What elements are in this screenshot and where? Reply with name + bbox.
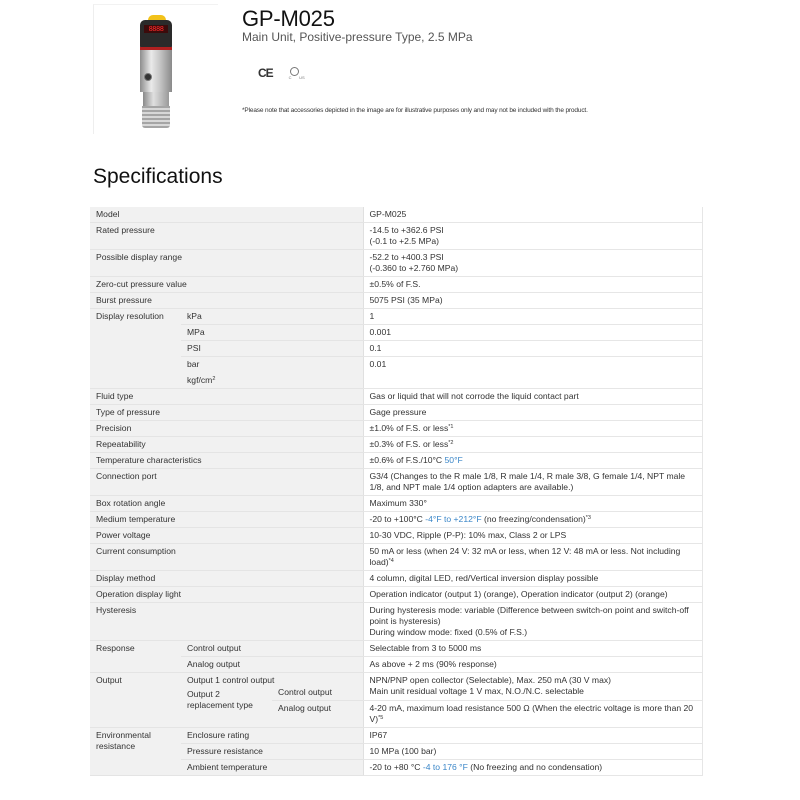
spec-value: 4-20 mA, maximum load resistance 500 Ω (When the electric voltage is more than 20 V)$^{*5}$ (363, 701, 702, 728)
sensor-body (140, 50, 172, 92)
spec-sublabel: bar (181, 357, 363, 373)
spec-value: As above + 2 ms (90% response) (363, 657, 702, 673)
product-model-title: GP-M025 (242, 6, 335, 31)
spec-sublabel: MPa (181, 325, 363, 341)
sensor-led-digits: 8888 (144, 25, 168, 33)
spec-label: Possible display range (90, 250, 363, 277)
table-row (90, 405, 702, 421)
product-subtitle: Main Unit, Positive-pressure Type, 2.5 MPa (242, 30, 473, 44)
certification-marks (258, 66, 303, 80)
spec-sublabel: Ambient temperature (181, 760, 363, 776)
spec-value: ±0.6% of F.S./10°C 50°F (363, 453, 702, 469)
accessories-disclaimer: *Please note that accessories depicted in the image are for illustrative purposes only and may not be included with the product. (242, 107, 588, 114)
spec-value: 50 mA or less (when 24 V: 32 mA or less, when 12 V: 48 mA or less. Not including load)$^{*4}$ (363, 544, 702, 571)
table-row (90, 512, 702, 528)
specifications-heading: Specifications (93, 165, 223, 188)
table-row (90, 437, 702, 453)
table-row (90, 341, 702, 357)
spec-value: Selectable from 3 to 5000 ms (363, 641, 702, 657)
spec-sublabel: Pressure resistance (181, 744, 363, 760)
table-row (90, 421, 702, 437)
fahrenheit-value: 50°F (444, 455, 463, 465)
spec-value: 1 (363, 309, 702, 325)
table-row (90, 357, 702, 373)
spec-label: Burst pressure (90, 293, 363, 309)
spec-label: Display resolution (90, 309, 181, 389)
fahrenheit-value: -4°F to +212°F (425, 514, 482, 524)
spec-value: ±1.0% of F.S. or less$^{*1}$ (363, 421, 702, 437)
pressure-sensor-illustration (134, 15, 178, 135)
footnote-marker: *2 (448, 440, 454, 446)
table-row (90, 760, 702, 776)
spec-value: 4 column, digital LED, red/Vertical inversion display possible (363, 571, 702, 587)
spec-label: Hysteresis (90, 603, 363, 641)
table-row (90, 223, 702, 250)
spec-value: Gage pressure (363, 405, 702, 421)
spec-label: Environmental resistance (90, 728, 181, 776)
table-row (90, 325, 702, 341)
spec-label: Connection port (90, 469, 363, 496)
footnote-marker: *3 (585, 515, 591, 521)
spec-label: Type of pressure (90, 405, 363, 421)
spec-label: Current consumption (90, 544, 363, 571)
spec-sublabel: Control output (272, 687, 363, 701)
specifications-table (90, 207, 703, 776)
table-row (90, 641, 702, 657)
table-row (90, 744, 702, 760)
spec-label: Box rotation angle (90, 496, 363, 512)
spec-value: GP-M025 (363, 207, 702, 223)
table-row (90, 469, 702, 496)
spec-value: ±0.5% of F.S. (363, 277, 702, 293)
spec-value: 10-30 VDC, Ripple (P-P): 10% max, Class 2 or LPS (363, 528, 702, 544)
spec-label: Temperature characteristics (90, 453, 363, 469)
table-row (90, 603, 702, 641)
spec-sublabel: PSI (181, 341, 363, 357)
spec-sublabel: Output 2 replacement type (181, 687, 272, 728)
table-row (90, 207, 702, 223)
csa-mark-icon: C US (289, 67, 303, 79)
spec-value: -52.2 to +400.3 PSI (-0.360 to +2.760 MPa) (363, 250, 702, 277)
sensor-neck (143, 92, 169, 106)
spec-label: Medium temperature (90, 512, 363, 528)
spec-value: 0.1 (363, 341, 702, 357)
spec-label: Output (90, 673, 181, 728)
spec-sublabel: Control output (181, 641, 363, 657)
table-row (90, 293, 702, 309)
spec-value: NPN/PNP open collector (Selectable), Max. 250 mA (30 V max) Main unit residual voltage 1 V max, N.O./N.C. selectable (363, 673, 702, 701)
spec-label: Operation display light (90, 587, 363, 603)
spec-value: -14.5 to +362.6 PSI (-0.1 to +2.5 MPa) (363, 223, 702, 250)
table-row (90, 528, 702, 544)
spec-value: Gas or liquid that will not corrode the liquid contact part (363, 389, 702, 405)
table-row (90, 544, 702, 571)
spec-label: Precision (90, 421, 363, 437)
table-row (90, 657, 702, 673)
table-row (90, 587, 702, 603)
spec-value: IP67 (363, 728, 702, 744)
spec-sublabel: Analog output (272, 701, 363, 728)
footnote-marker: *5 (378, 715, 384, 721)
spec-value: ±0.3% of F.S. or less$^{*2}$ (363, 437, 702, 453)
spec-value: 0.01 (363, 357, 702, 389)
spec-label: Display method (90, 571, 363, 587)
table-row (90, 250, 702, 277)
spec-value: 5075 PSI (35 MPa) (363, 293, 702, 309)
spec-label: Zero-cut pressure value (90, 277, 363, 293)
spec-label: Repeatability (90, 437, 363, 453)
table-row (90, 728, 702, 744)
spec-value: Operation indicator (output 1) (orange), Operation indicator (output 2) (orange) (363, 587, 702, 603)
table-row (90, 277, 702, 293)
spec-value: During hysteresis mode: variable (Difference between switch-on point and switch-off point is hysteresis) During window mode: fixed (0.5% of F.S.) (363, 603, 702, 641)
spec-label: Response (90, 641, 181, 673)
spec-value: -20 to +80 °C -4 to 176 °F (No freezing and no condensation) (363, 760, 702, 776)
footnote-marker: *4 (388, 558, 394, 564)
spec-value: -20 to +100°C -4°F to +212°F (no freezing/condensation)$^{*3}$ (363, 512, 702, 528)
product-image (93, 4, 218, 134)
spec-value: Maximum 330° (363, 496, 702, 512)
spec-sublabel: Enclosure rating (181, 728, 363, 744)
ce-mark-icon: CE (258, 66, 273, 80)
table-row (90, 571, 702, 587)
spec-sublabel: kPa (181, 309, 363, 325)
table-row (90, 673, 702, 688)
spec-label: Rated pressure (90, 223, 363, 250)
sensor-thread (142, 106, 170, 128)
table-row (90, 389, 702, 405)
table-row (90, 453, 702, 469)
spec-label: Model (90, 207, 363, 223)
spec-label: Fluid type (90, 389, 363, 405)
spec-value: G3/4 (Changes to the R male 1/8, R male 1/4, R male 3/8, G female 1/4, NPT male 1/8, and NPT male 1/4 option adapters are available.) (363, 469, 702, 496)
fahrenheit-value: -4 to 176 °F (422, 762, 468, 772)
spec-label: Power voltage (90, 528, 363, 544)
spec-sublabel: Output 1 control output (181, 673, 363, 688)
footnote-marker: *1 (448, 424, 454, 430)
spec-value: 10 MPa (100 bar) (363, 744, 702, 760)
spec-sublabel: kgf/$cm^2$ (181, 373, 363, 389)
spec-sublabel: Analog output (181, 657, 363, 673)
table-row (90, 496, 702, 512)
sensor-connector-port (144, 73, 152, 81)
spec-value: 0.001 (363, 325, 702, 341)
table-row (90, 309, 702, 325)
